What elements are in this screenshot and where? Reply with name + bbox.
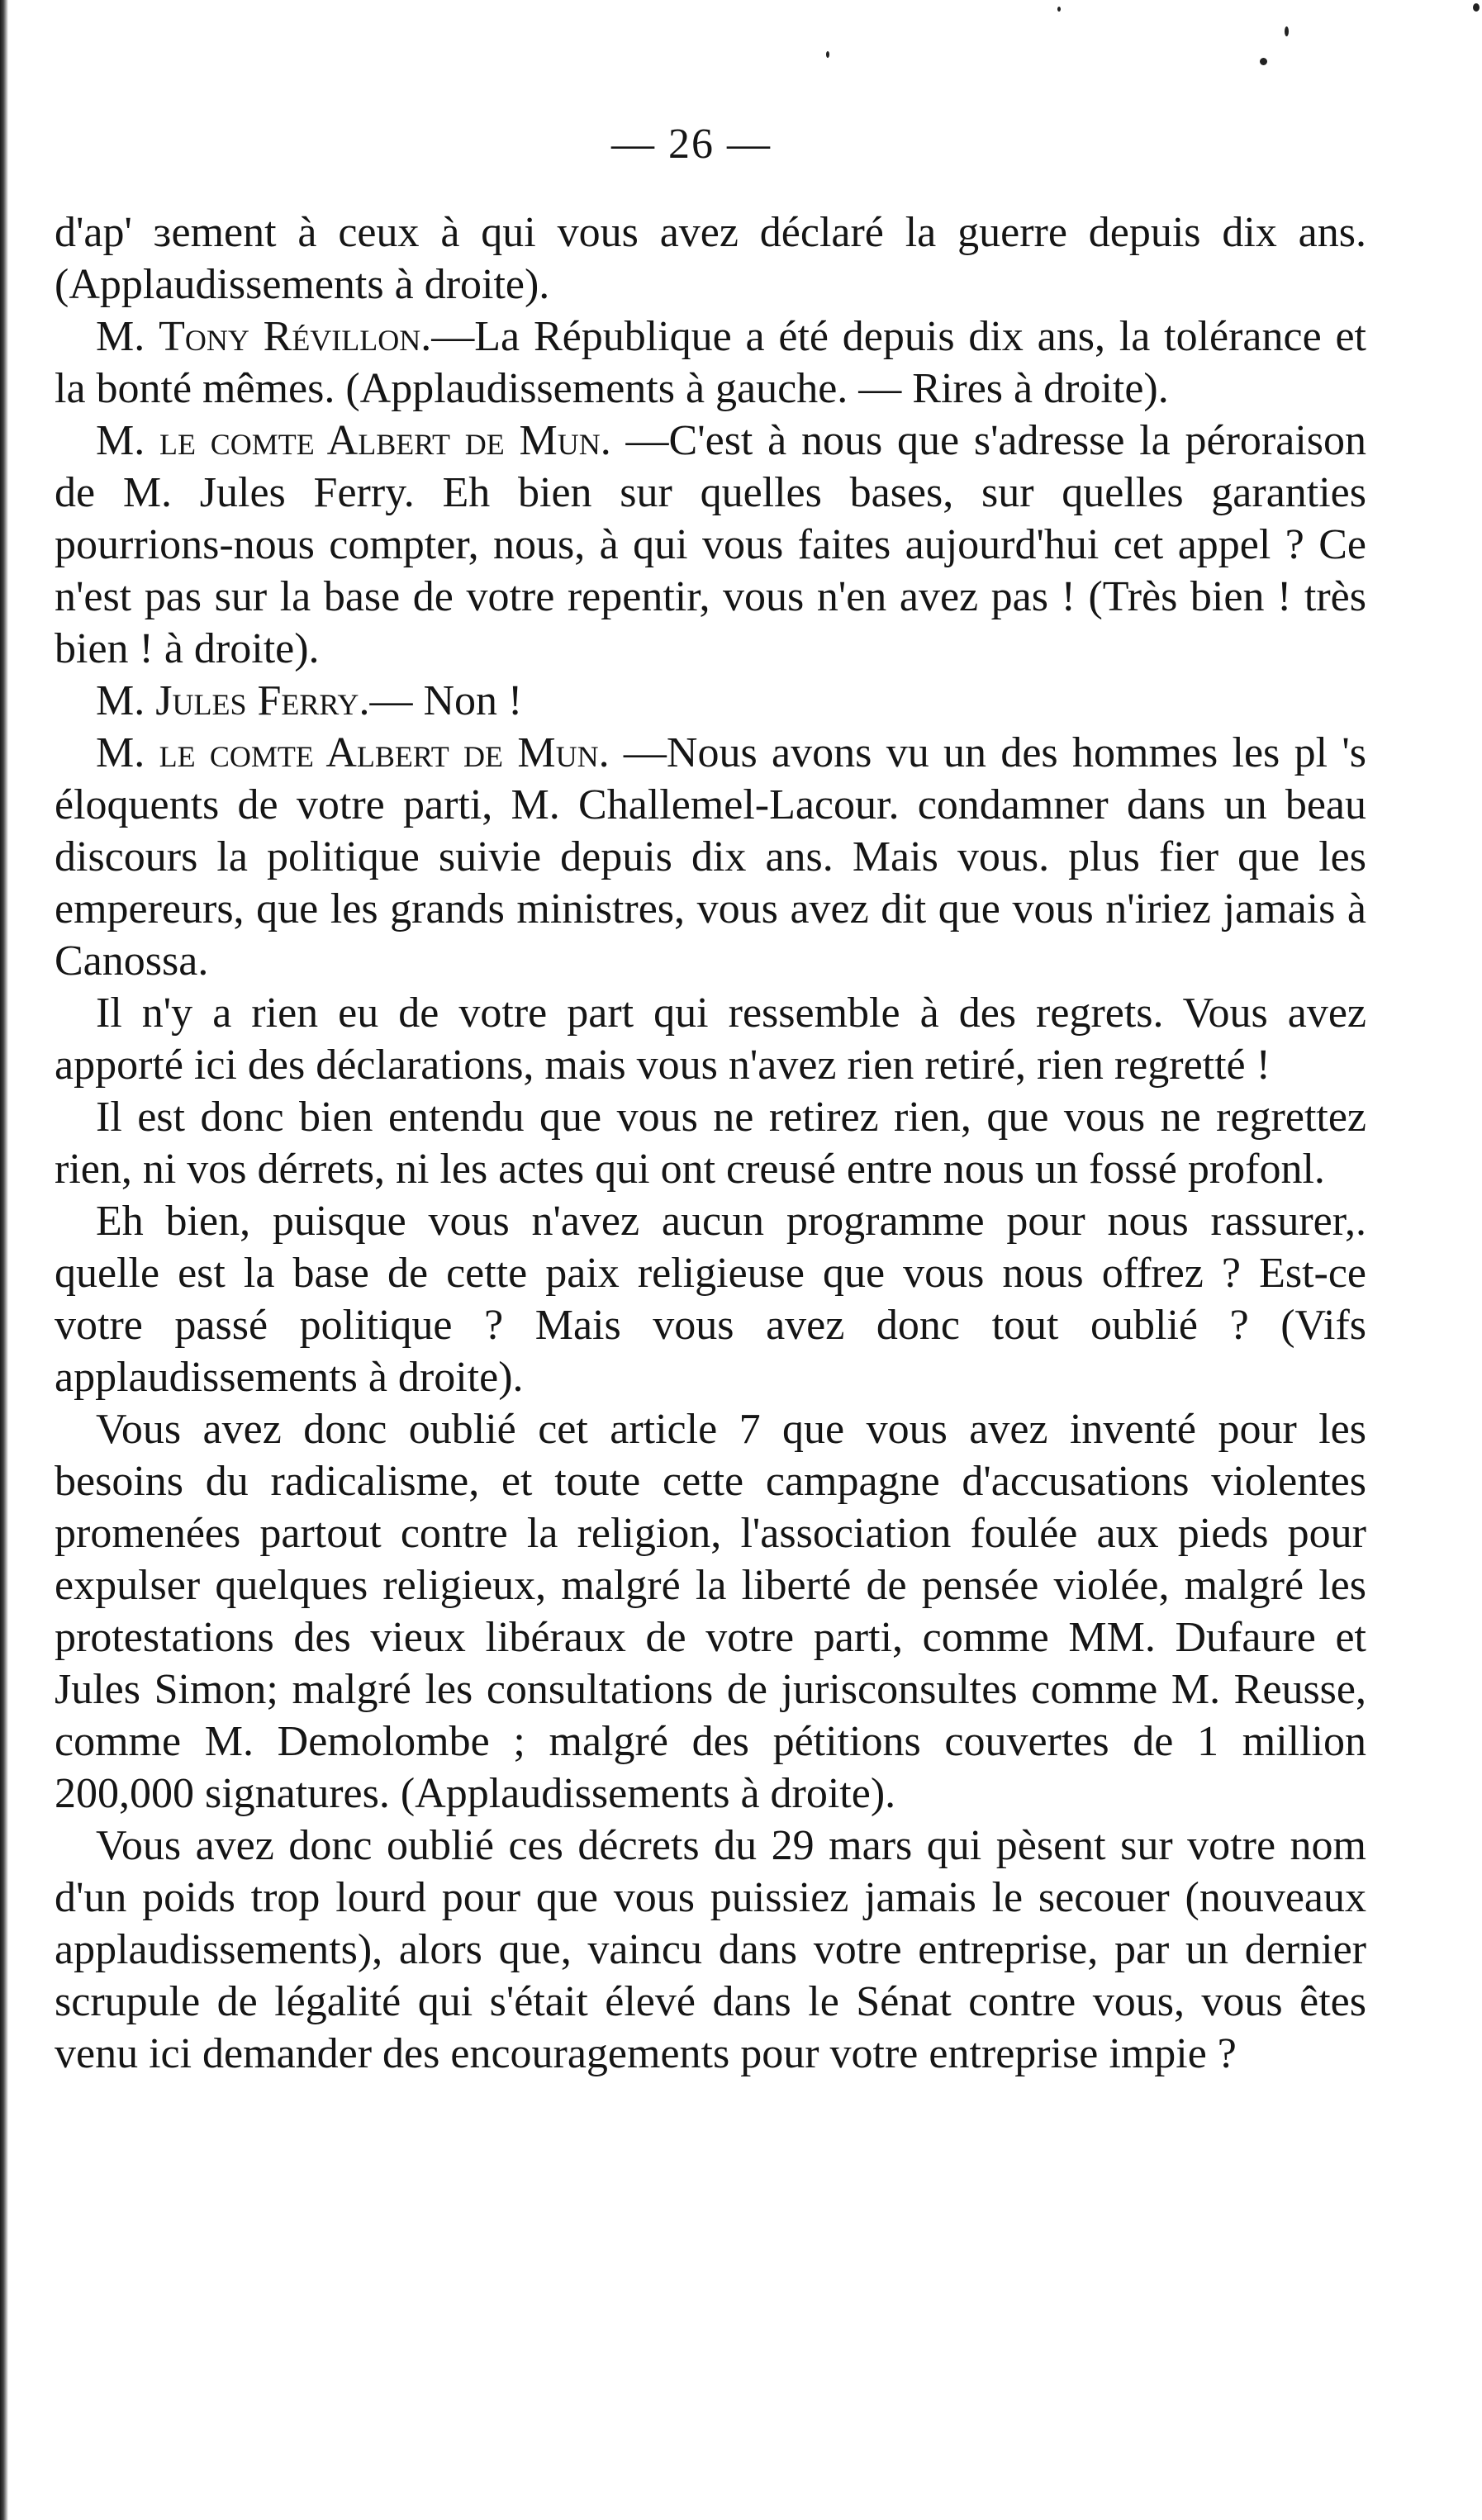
- paragraph: [55, 675, 1366, 727]
- scan-speck: [1285, 26, 1289, 36]
- paragraph-text: . —Nous avons vu un des hommes les pl 's éloquents de votre parti, M. Challemel-Lacour. condamner dans un beau discours la politique suivie depuis dix ans. Mais vous. plus fier que les empereurs, que les grands ministres, vous avez dit que vous n'iriez jamais à Canossa.: [55, 729, 1367, 985]
- paragraph: [55, 415, 1366, 675]
- paragraph-text: Eh bien, puisque vous n'avez aucun programme pour nous rassurer,. quelle est la base de cette paix religieuse que vous nous offrez ? Est-ce votre passé politique ? Mais vous avez donc tout oublié ? (Vifs applaudissements à droite).: [55, 1198, 1366, 1401]
- speaker-name: le comte Albert de Mun: [159, 417, 601, 464]
- paragraph: [55, 1195, 1366, 1403]
- paragraph-text: Il n'y a rien eu de votre part qui ressemble à des regrets. Vous avez apporté ici des déclarations, mais vous n'avez rien retiré, rien regretté !: [55, 989, 1366, 1089]
- paragraph-text: M.: [96, 677, 156, 724]
- scan-speck: [1260, 58, 1267, 65]
- paragraph-text: M.: [96, 417, 160, 464]
- paragraph: [55, 311, 1366, 415]
- scan-speck: [826, 51, 829, 58]
- paragraph-text: M.: [96, 729, 159, 776]
- scan-left-edge: [0, 0, 8, 2520]
- paragraph-text: . —C'est à nous que s'adresse la péroraison de M. Jules Ferry. Eh bien sur quelles bases, sur quelles garanties pourrions-nous compter, nous, à qui vous faites aujourd'hui cet appel ? Ce n'est pas sur la base de votre repentir, vous n'en avez pas ! (Très bien ! très bien ! à droite).: [55, 417, 1366, 672]
- paragraph: [55, 1820, 1366, 2080]
- paragraph-text: M.: [96, 313, 159, 360]
- speaker-name: Tony Révillon: [159, 313, 421, 360]
- paragraph-text: Vous avez donc oublié ces décrets du 29 mars qui pèsent sur votre nom d'un poids trop lourd pour que vous puissiez jamais le secouer (nouveaux applaudissements), alors que, vaincu dans votre entreprise, par un dernier scrupule de légalité qui s'était élevé dans le Sénat contre vous, vous êtes venu ici demander des encouragements pour votre entreprise impie ?: [55, 1822, 1366, 2077]
- paragraph-text: Vous avez donc oublié cet article 7 que vous avez inventé pour les besoins du radicalisme, et toute cette campagne d'accusations violentes promenées partout contre la religion, l'association foulée aux pieds pour expulser quelques religieux, malgré la liberté de pensée violée, malgré les protestations des vieux libéraux de votre parti, comme MM. Dufaure et Jules Simon; malgré les consultations de jurisconsultes comme M. Reusse, comme M. Demolombe ; malgré des pétitions couvertes de 1 million 200,000 signatures. (Applaudissements à droite).: [55, 1406, 1366, 1817]
- paragraph: [55, 206, 1366, 311]
- speaker-name: le comte Albert de Mun: [159, 729, 599, 776]
- paragraph-text: .— Non !: [359, 677, 523, 724]
- speaker-name: Jules Ferry: [155, 677, 359, 724]
- paragraph-text: .—La République a été depuis dix ans, la tolérance et la bonté mêmes. (Applaudissements à gauche. — Rires à droite).: [55, 313, 1366, 412]
- paragraph: [55, 1403, 1366, 1820]
- paragraph: [55, 987, 1366, 1091]
- paragraph-text: Il est donc bien entendu que vous ne retirez rien, que vous ne regrettez rien, ni vos dérrets, ni les actes qui ont creusé entre nous un fossé profonl.: [55, 1094, 1366, 1193]
- paragraph-text: d'ap' ɜement à ceux à qui vous avez déclaré la guerre depuis dix ans. (Applaudissements à droite).: [55, 209, 1366, 308]
- scan-speck: [1473, 3, 1480, 12]
- page-number: — 26 —: [611, 121, 772, 168]
- paragraph: [55, 727, 1366, 987]
- scan-speck: [1057, 7, 1061, 12]
- body-text: [55, 206, 1366, 2080]
- paragraph: [55, 1091, 1366, 1195]
